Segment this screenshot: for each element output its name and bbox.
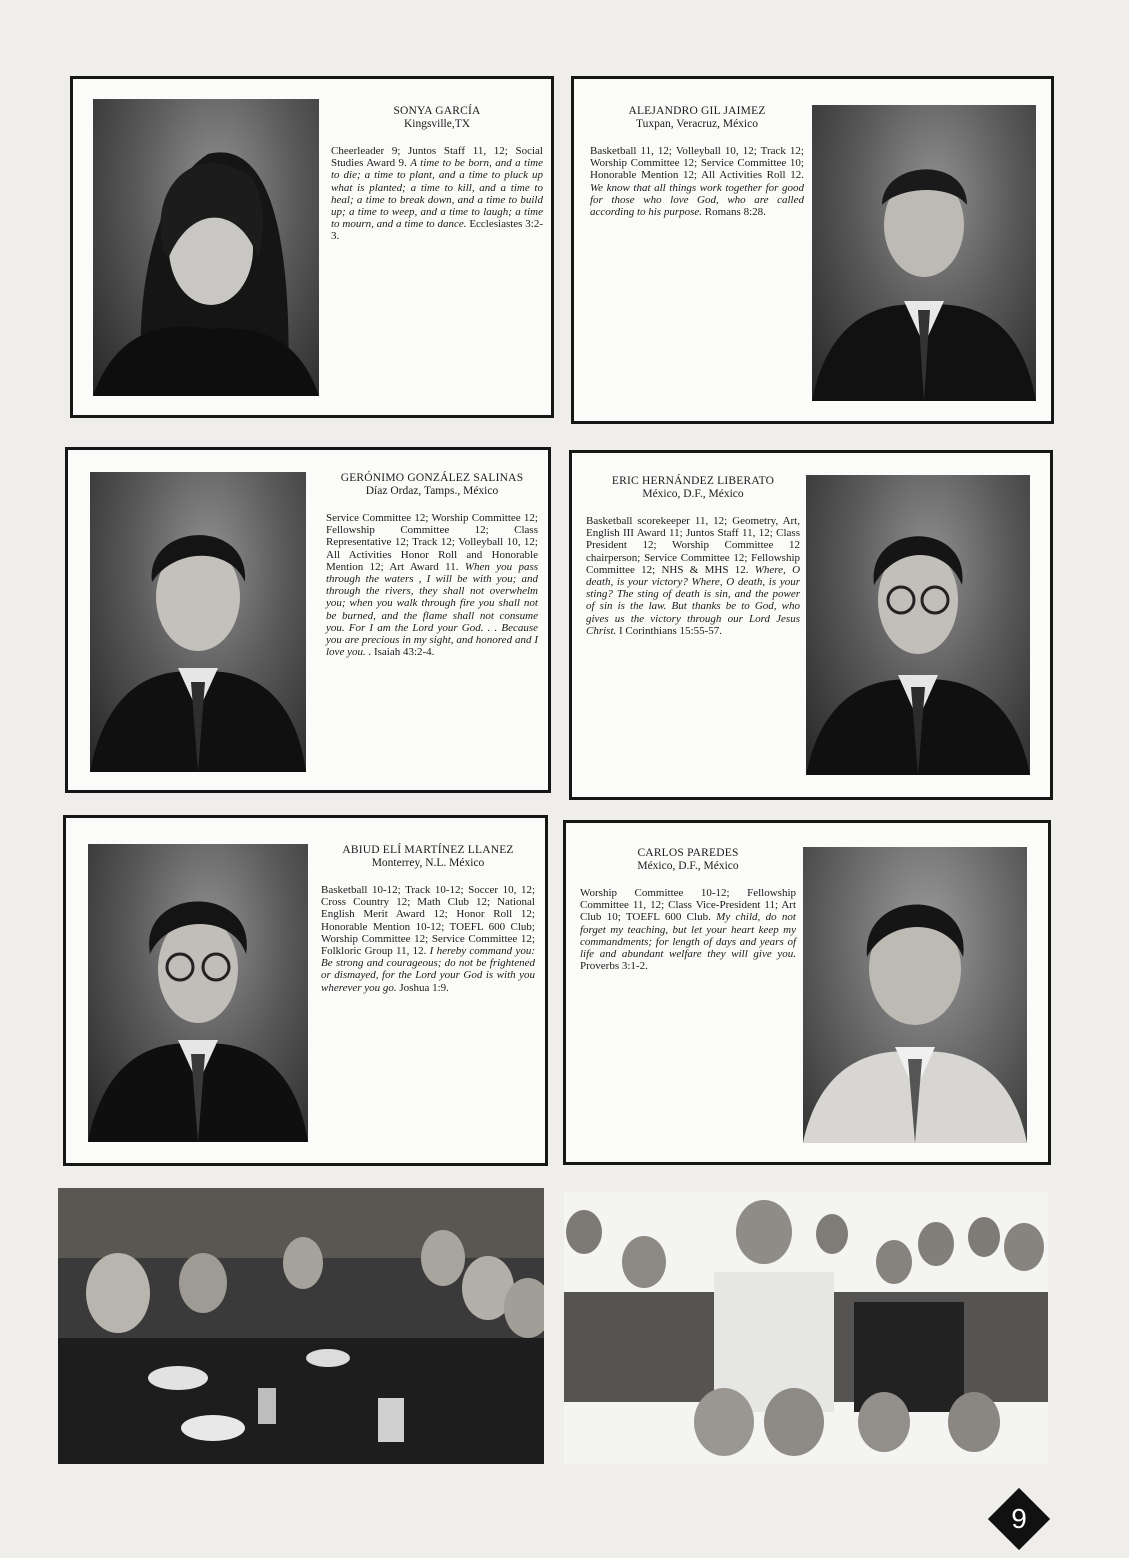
student-activities: Basketball 11, 12; Volleyball 10, 12; Track 12; Worship Committee 12; Service Committee 10; Honorable Mention 12; All Activities Roll 12.	[590, 145, 804, 182]
verse-reference: Ecclesiastes 3:2-3.	[331, 218, 543, 243]
student-hometown: Monterrey, N.L. México	[371, 857, 485, 869]
senior-verse: When you pass through the waters , I will be with you; and through the rivers, they shall not overwhelm you; when you walk through fire you shall not be burned, and the flame shall not consume you. For I am the Lord your God. . . Because you are precious in my sight, and honored and I love you. .	[326, 560, 539, 659]
student-activities: Worship Committee 10-12; Fellowship Committee 11, 12; Class Vice-President 11; Art Club 10; TOEFL 600 Club.	[580, 887, 796, 924]
page-number-badge	[988, 1488, 1050, 1550]
student-portrait-photo	[90, 472, 306, 772]
student-activities: Cheerleader 9; Juntos Staff 11, 12; Social Studies Award 9.	[331, 145, 543, 170]
group-photo-students	[564, 1192, 1048, 1464]
student-card-alejandro-gil-jaimez	[571, 76, 1054, 424]
student-name: ALEJANDRO GIL JAIMEZ	[628, 105, 766, 117]
student-activities: Basketball 10-12; Track 10-12; Soccer 10, 12; Cross Country 12; Math Club 12; National English Merit Award 12; Honor Roll 12; Honorable Mention 10-12; TOEFL 600 Club; Worship Committee 12; Service Committee 12; Folkloric Group 11, 12.	[321, 884, 535, 958]
student-portrait-photo	[806, 475, 1030, 775]
group-photo-restaurant	[58, 1188, 544, 1464]
student-name: ERIC HERNÁNDEZ LIBERATO	[611, 475, 775, 487]
verse-reference: Isaiah 43:2-4.	[373, 646, 435, 659]
student-portrait-photo	[93, 99, 319, 396]
senior-verse: A time to be born, and a time to die; a time to plant, and a time to pluck up what is planted; a time to kill, and a time to heal; a time to break down, and a time to build up; a time to weep, and a time to laugh; a time to mourn, and a time to dance.	[331, 157, 543, 231]
verse-reference: I Corinthians 15:55-57.	[619, 624, 722, 637]
student-name: CARLOS PAREDES	[637, 847, 739, 859]
student-hometown: México, D.F., México	[642, 488, 744, 500]
student-portrait-photo	[812, 105, 1036, 401]
student-portrait-photo	[803, 847, 1027, 1143]
student-name: ABIUD ELÍ MARTÍNEZ LLANEZ	[342, 844, 514, 856]
senior-verse: I hereby command you: Be strong and courageous; do not be frightened or dismayed, for the Lord your God is with you wherever you go.	[321, 945, 535, 994]
student-hometown: Díaz Ordaz, Tamps., México	[365, 485, 499, 497]
senior-verse: We know that all things work together for good for those who love God, who are called according to his purpose.	[590, 181, 804, 219]
student-card-abiud-eli-martinez-llanez	[63, 815, 548, 1166]
student-card-geronimo-gonzalez-salinas	[65, 447, 551, 793]
student-card-eric-hernandez-liberato	[569, 450, 1053, 800]
senior-verse: My child, do not forget my teaching, but let your heart keep my commandments; for length of days and years of life and abundant welfare they will give you.	[580, 911, 796, 961]
verse-reference: Proverbs 3:1-2.	[580, 960, 648, 973]
student-hometown: México, D.F., México	[637, 860, 739, 872]
student-card-carlos-paredes	[563, 820, 1051, 1165]
student-card-sonya-garcia	[70, 76, 554, 418]
verse-reference: Joshua 1:9.	[399, 981, 449, 994]
student-hometown: Kingsville,TX	[403, 118, 471, 130]
page-number: 9	[1011, 1503, 1027, 1534]
student-portrait-photo	[88, 844, 308, 1142]
student-activities: Basketball scorekeeper 11, 12; Geometry, Art, English III Award 11; Juntos Staff 11, 12; Class President 12; Worship Committee 12 chairperson; Service Committee 12; Fellowship Committee 12; NHS & MHS 12.	[586, 515, 800, 576]
verse-reference: Romans 8:28.	[704, 206, 766, 219]
student-hometown: Tuxpan, Veracruz, México	[635, 118, 758, 130]
student-activities: Service Committee 12; Worship Committee 12; Fellowship Committee 12; Class Representative 12; Track 12; Volleyball 10, 12; All Activities Honor Roll and Honorable Mention 12; Art Award 11.	[326, 512, 538, 573]
student-name: SONYA GARCÍA	[393, 105, 481, 117]
senior-verse: Where, O death, is your victory? Where, O death, is your sting? The sting of death is sin, and the power of sin is the law. But thanks be to God, who gives us the victory through our Lord Jesus Christ.	[586, 563, 801, 637]
student-name: GERÓNIMO GONZÁLEZ SALINAS	[340, 472, 524, 484]
